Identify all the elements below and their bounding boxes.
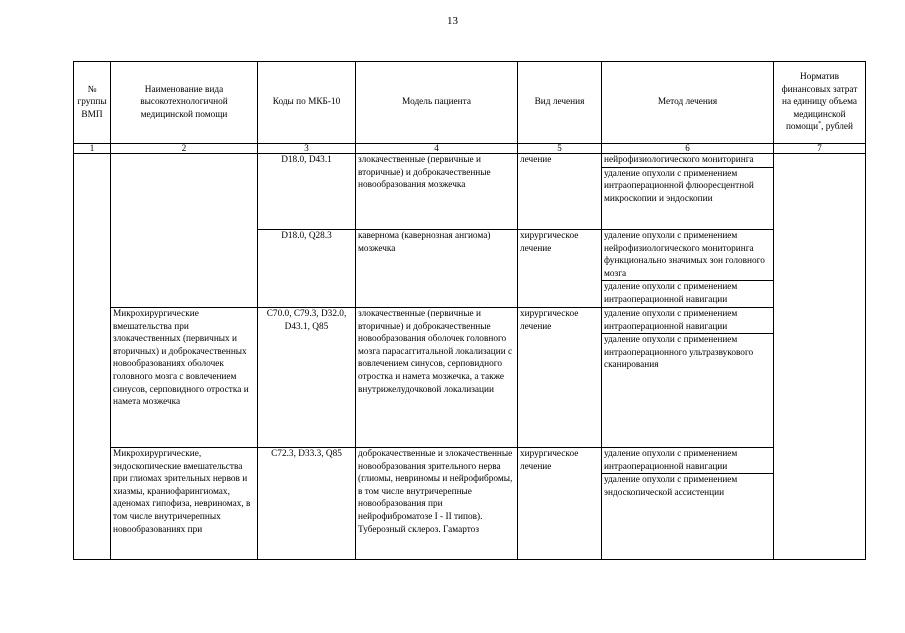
column-number: 6 xyxy=(602,144,774,154)
treatment-method-cell xyxy=(602,448,774,560)
icd-codes-cell: D18.0, Q28.3 xyxy=(258,230,356,308)
header-cost-main: Норматив финансовых затрат на единицу объема медицинской помощи xyxy=(781,72,858,133)
header-cost-standard xyxy=(774,62,866,144)
table-row xyxy=(74,448,866,560)
vmp-table xyxy=(73,61,866,560)
method-item: удаление опухоли с применением интраоперационной флюоресцентной микроскопии и эндоскопии xyxy=(604,168,754,204)
column-number: 1 xyxy=(74,144,111,154)
column-number: 7 xyxy=(774,144,866,154)
patient-model-cell: злокачественные (первичные и вторичные) и доброкачественные новообразования мозжечка xyxy=(356,154,518,230)
method-item: удаление опухоли с применением интраоперационного ультразвукового сканирования xyxy=(604,335,754,371)
treatment-method-cell xyxy=(602,230,774,308)
treatment-type-cell: хирургическое лечение xyxy=(518,230,602,308)
table-header-row xyxy=(74,62,866,144)
method-item: удаление опухоли с применением интраоперационной навигации xyxy=(604,282,738,305)
treatment-type-cell: хирургическое лечение xyxy=(518,308,602,448)
column-numbers-row xyxy=(74,144,866,154)
cost-cell xyxy=(774,154,866,560)
column-number: 4 xyxy=(356,144,518,154)
column-number: 2 xyxy=(111,144,258,154)
table-row xyxy=(74,308,866,448)
method-item: удаление опухоли с применением интраоперационной навигации xyxy=(602,308,773,334)
header-treatment-method: Метод лечения xyxy=(602,62,774,144)
header-cost-footnote-mark: * xyxy=(818,121,822,128)
header-cost-unit: , рублей xyxy=(821,122,854,133)
header-treatment-type: Вид лечения xyxy=(518,62,602,144)
icd-codes-cell: C70.0, C79.3, D32.0, D43.1, Q85 xyxy=(258,308,356,448)
table-row xyxy=(74,154,866,230)
header-group-number: № группы ВМП xyxy=(74,62,111,144)
treatment-method-cell xyxy=(602,154,774,230)
patient-model-cell: злокачественные (первичные и вторичные) и доброкачественные новообразования оболочек головного мозга парасаггитальной локализации с вовлечением синусов, серповидного отростка и намета мозжечка, а также внутрижелудочковой локализации xyxy=(356,308,518,448)
patient-model-cell: кавернома (кавернозная ангиома) мозжечка xyxy=(356,230,518,308)
treatment-type-cell: лечение xyxy=(518,154,602,230)
treatment-method-cell xyxy=(602,308,774,448)
method-item: нейрофизиологического мониторинга xyxy=(602,154,773,168)
icd-codes-cell: D18.0, D43.1 xyxy=(258,154,356,230)
patient-model-cell: доброкачественные и злокачественные новообразования зрительного нерва (глиомы, невриномы и нейрофибромы, в том числе внутричерепные новообразования при нейрофиброматозе I - II типов). Туберозный склероз. Гамартоз xyxy=(356,448,518,560)
method-item: удаление опухоли с применением интраоперационной навигации xyxy=(602,448,773,474)
method-item: удаление опухоли с применением нейрофизиологического мониторинга функционально значимых зон головного мозга xyxy=(602,230,773,281)
column-number: 3 xyxy=(258,144,356,154)
vmp-name-cell: Микрохирургические вмешательства при злокачественных (первичных и вторичных) и доброкачественных новообразованиях оболочек головного мозга с вовлечением синусов, серповидного отростка и намета мозжечка xyxy=(111,308,258,448)
treatment-type-cell: хирургическое лечение xyxy=(518,448,602,560)
vmp-name-cell xyxy=(111,154,258,308)
icd-codes-cell: C72.3, D33.3, Q85 xyxy=(258,448,356,560)
header-vmp-name: Наименование вида высокотехнологичной медицинской помощи xyxy=(111,62,258,144)
vmp-name-cell: Микрохирургические, эндоскопические вмешательства при глиомах зрительных нервов и хиазмы, краниофарингиомах, аденомах гипофиза, невриномах, в том числе внутричерепных новообразованиях при xyxy=(111,448,258,560)
header-patient-model: Модель пациента xyxy=(356,62,518,144)
page-number: 13 xyxy=(447,15,458,27)
group-number-cell xyxy=(74,154,111,560)
header-icd-codes: Коды по МКБ-10 xyxy=(258,62,356,144)
column-number: 5 xyxy=(518,144,602,154)
method-item: удаление опухоли с применением эндоскопической ассистенции xyxy=(604,475,738,498)
